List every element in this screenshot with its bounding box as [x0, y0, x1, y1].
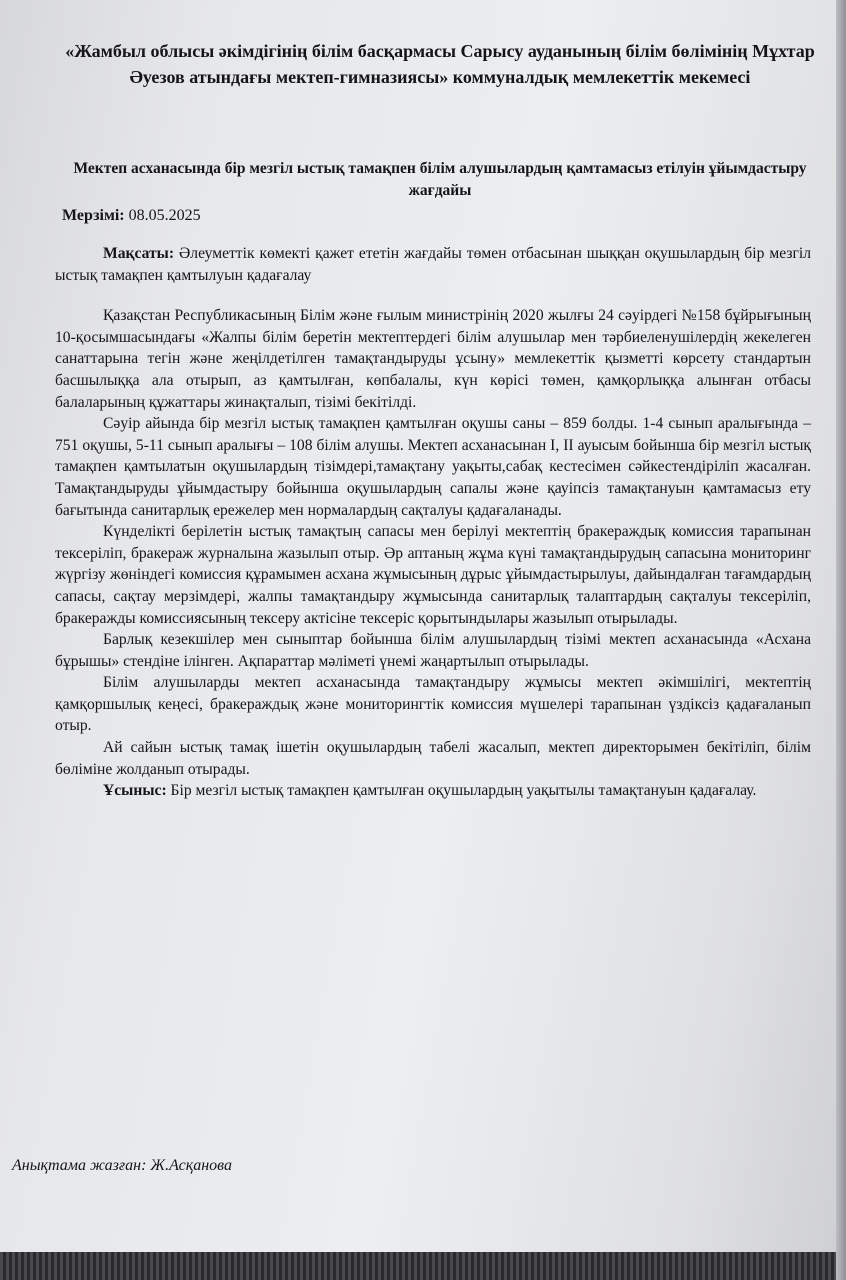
recommendation-label: Ұсыныс:	[103, 782, 167, 800]
date-label: Мерзімі:	[62, 207, 125, 224]
document-body	[55, 243, 811, 802]
recommendation-paragraph	[55, 780, 811, 802]
goal-label: Мақсаты:	[103, 245, 175, 262]
signature-line: Анықтама жазған: Ж.Асқанова	[12, 1157, 232, 1174]
goal-paragraph	[55, 243, 811, 286]
goal-text: Әлеуметтік көмекті қажет ететін жағдайы төмен отбасынан шыққан оқушылардың бір мезгіл ыстық тамақпен қамтылуын қадағалау	[55, 245, 811, 284]
recommendation-text: Бір мезгіл ыстық тамақпен қамтылған оқушылардың уақытылы тамақтануын қадағалау.	[170, 782, 757, 800]
body-paragraph: Ай сайын ыстық тамақ ішетін оқушылардың табелі жасалып, мектеп директорымен бекітіліп, білім бөліміне жолданып отырады.	[55, 739, 811, 778]
body-paragraph: Күнделікті берілетін ыстық тамақтың сапасы мен берілуі мектептің бракераждық комиссия тарапынан тексеріліп, бракераж журналына жазылып отыр. Әр аптаның жұма күні тамақтандырудың сапасына мониторинг жүргізу жөніндегі комиссия құрамымен асхана жұмысының дұрыс ұйымдастырылуы, дайындалған тағамдардың сапасы, сақтау мерзімдері, жалпы тамақтандыру жұмысында санитарлық талаптардың сақталуы тексеріліп, бракеражды комиссиясының тексеру актісіне тексеріс қорытындылары жазылып отырылады.	[55, 523, 811, 627]
binder-strip	[0, 1252, 836, 1280]
date-value: 08.05.2025	[128, 207, 201, 224]
body-paragraph: Сәуір айында бір мезгіл ыстық тамақпен қамтылған оқушы саны – 859 болды. 1-4 сынып аралығында – 751 оқушы, 5-11 сынып аралығы – 108 білім алушы. Мектеп асханасынан І, ІІ ауысым бойынша бір мезгіл ыстық тамақпен қамтылатын оқушылардың тізімдері,тамақтану уақыты,сабақ кестесімен сәйкестендіріліп жасалған. Тамақтандыруды ұйымдастыру бойынша оқушылардың сапалы және қауіпсіз тамақтануын қамтамасыз ету бағытында санитарлық ережелер мен нормалардың сақталуы қадағаланады.	[55, 415, 811, 519]
body-paragraph: Барлық кезекшілер мен сыныптар бойынша білім алушылардың тізімі мектеп асханасында «Асхана бұрышы» стендіне ілінген. Ақпараттар мәліметі үнемі жаңартылып отырылады.	[55, 631, 811, 670]
paper-edge	[836, 0, 846, 1280]
date-line	[62, 205, 201, 227]
body-paragraph: Қазақстан Республикасының Білім және ғылым министрінің 2020 жылғы 24 сәуірдегі №158 бұйрығының 10-қосымшасындағы «Жалпы білім беретін мектептердегі білім алушылар мен тәрбиеленушілердің жекелеген санаттарына тегін және жеңілдетілген тамақтандыруды ұсыну» мемлекеттік қызметті көрсету стандартын басшылыққа ала отырып, аз қамтылған, көпбалалы, күн көрісі төмен, қамқорлыққа алынған отбасы балаларының құжаттары жинақталып, тізімі бекітілді.	[55, 307, 811, 411]
document-title: Мектеп асханасында бір мезгіл ыстық тамақпен білім алушылардың қамтамасыз етілуін ұйымдастыру жағдайы	[73, 160, 807, 199]
body-paragraph: Білім алушыларды мектеп асханасында тамақтандыру жұмысы мектеп әкімшілігі, мектептің қамқоршылық кеңесі, бракераждық және мониторингтік комиссия мүшелері тарапынан үздіксіз қадағаланып отыр.	[55, 674, 811, 735]
organization-heading: «Жамбыл облысы әкімдігінің білім басқармасы Сарысу ауданының білім бөлімінің Мұхтар Әуезов атындағы мектеп-гимназиясы» коммуналдық мемлекеттік мекемесі	[65, 41, 815, 87]
